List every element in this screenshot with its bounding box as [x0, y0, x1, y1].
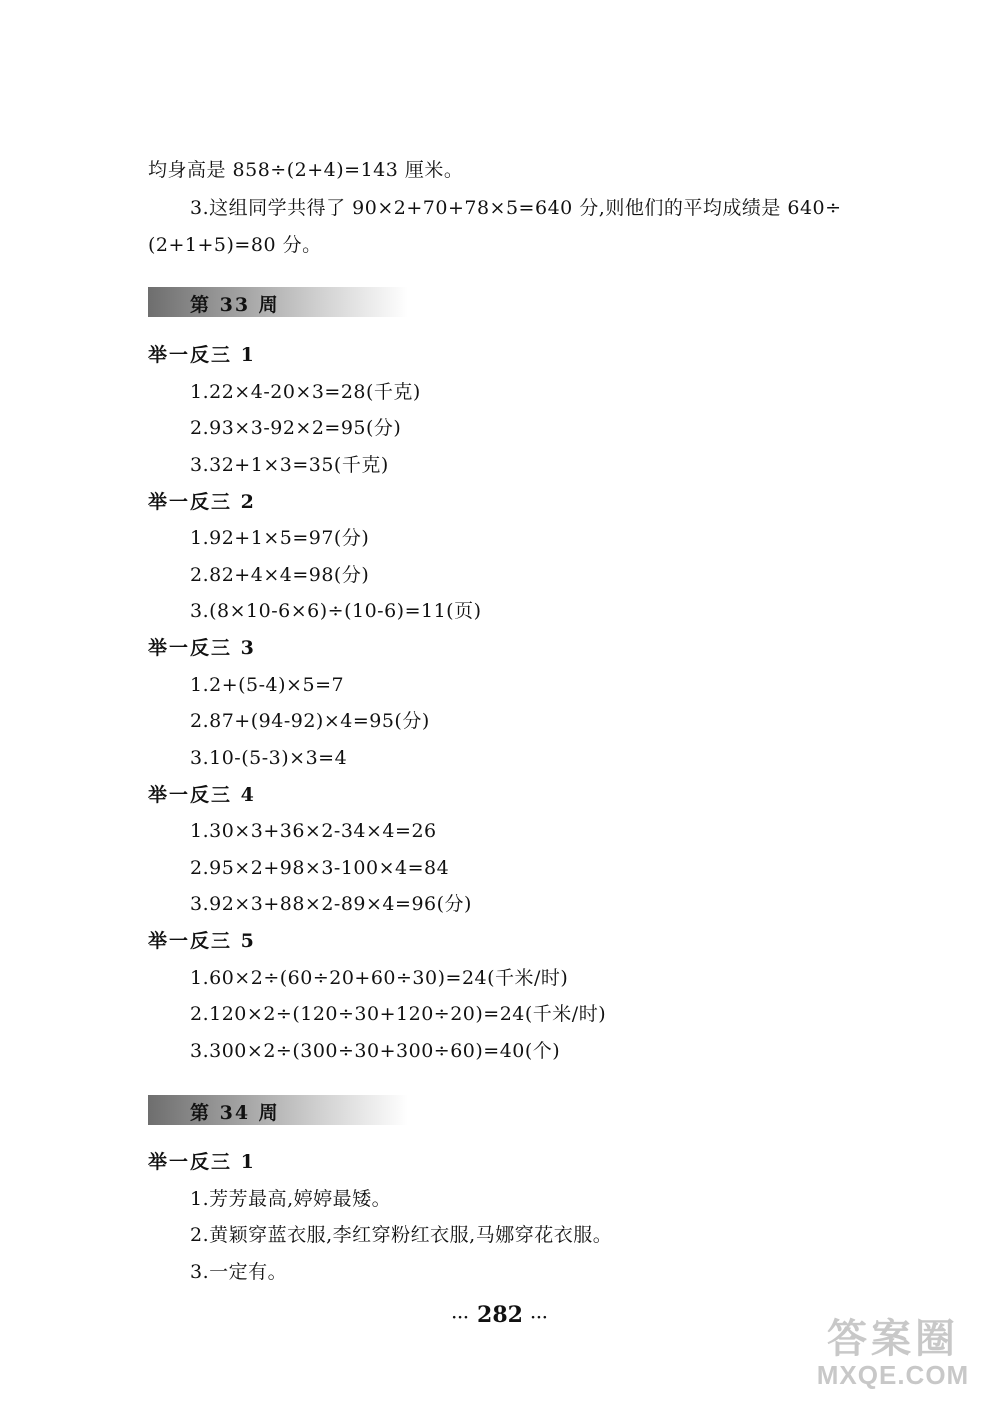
- page-dots-left: ···: [451, 1310, 470, 1326]
- week-34-banner: [148, 1095, 408, 1125]
- week-33-banner: [148, 287, 408, 317]
- answer-item: 2.82+4×4=98(分): [190, 564, 370, 586]
- answer-item: 3.300×2÷(300÷30+300÷60)=40(个): [190, 1040, 561, 1062]
- answer-item: 2.93×3-92×2=95(分): [190, 417, 402, 439]
- section-heading: 举一反三 2: [148, 491, 256, 513]
- answer-item: 3.一定有。: [190, 1261, 288, 1283]
- answer-item: 1.30×3+36×2-34×4=26: [190, 820, 437, 842]
- answer-item: 3.92×3+88×2-89×4=96(分): [190, 893, 472, 915]
- section-heading: 举一反三 1: [148, 344, 256, 366]
- page-dots-right: ···: [530, 1310, 549, 1326]
- watermark-bottom: MXQE.COM: [816, 1360, 970, 1390]
- answer-item: 3.10-(5-3)×3=4: [190, 747, 348, 769]
- answer-item: 1.60×2÷(60÷20+60÷30)=24(千米/时): [190, 967, 569, 989]
- answer-item: 3.32+1×3=35(千克): [190, 454, 389, 476]
- intro-line-2: 3.这组同学共得了 90×2+70+78×5=640 分,则他们的平均成绩是 640÷: [190, 197, 842, 219]
- answer-item: 1.22×4-20×3=28(千克): [190, 381, 421, 403]
- watermark-top: 答案圈: [827, 1317, 959, 1361]
- intro-line-3: (2+1+5)=80 分。: [148, 234, 322, 256]
- section-heading: 举一反三 3: [148, 637, 256, 659]
- intro-line-1: 均身高是 858÷(2+4)=143 厘米。: [148, 159, 464, 181]
- answer-item: 2.95×2+98×3-100×4=84: [190, 857, 450, 879]
- section-heading: 举一反三 4: [148, 784, 256, 806]
- answer-item: 1.2+(5-4)×5=7: [190, 674, 345, 696]
- answer-item: 2.黄颖穿蓝衣服,李红穿粉红衣服,马娜穿花衣服。: [190, 1224, 613, 1246]
- answer-item: 2.87+(94-92)×4=95(分): [190, 710, 430, 732]
- answer-item: 1.92+1×5=97(分): [190, 527, 370, 549]
- week-33-title: 第 33 周: [190, 294, 280, 316]
- week-34-title: 第 34 周: [190, 1102, 280, 1124]
- page-number-value: 282: [477, 1302, 523, 1328]
- watermark-logo: [798, 1317, 988, 1389]
- answer-item: 3.(8×10-6×6)÷(10-6)=11(页): [190, 600, 482, 622]
- section-heading: 举一反三 5: [148, 930, 256, 952]
- answer-item: 1.芳芳最高,婷婷最矮。: [190, 1188, 392, 1210]
- answer-item: 2.120×2÷(120÷30+120÷20)=24(千米/时): [190, 1003, 607, 1025]
- section-heading: 举一反三 1: [148, 1151, 256, 1173]
